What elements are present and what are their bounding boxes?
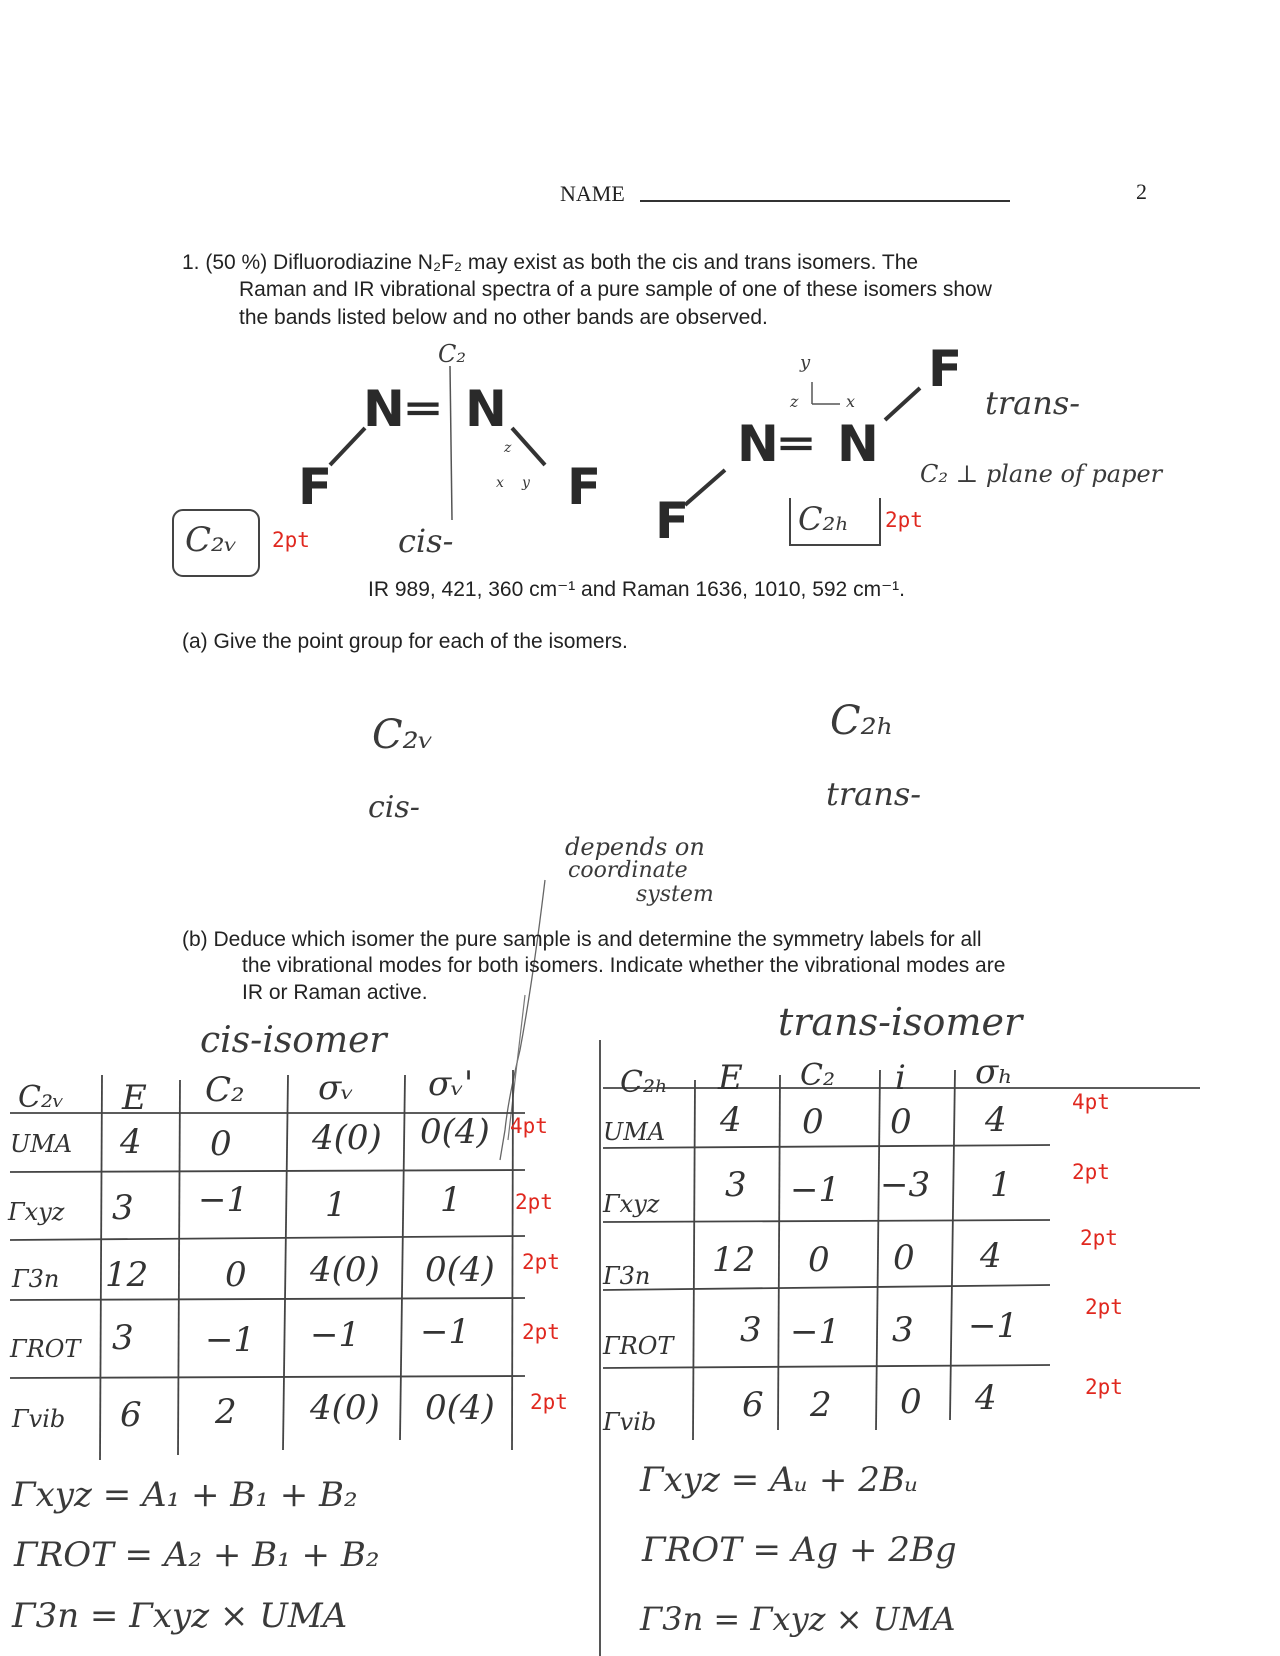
trans-cell: 0	[890, 1102, 912, 1142]
cis-cell: 1	[325, 1185, 347, 1225]
part-b-prompt-3: IR or Raman active.	[242, 981, 428, 1004]
trans-eq-gamma-3n: Γ3n = Γxyz × UMA	[640, 1600, 956, 1638]
trans-isomer-title: trans-isomer	[778, 1000, 1023, 1044]
cis-bond: ═	[408, 380, 439, 438]
cis-bond-right	[512, 428, 545, 465]
depends-note-3: system	[636, 882, 714, 907]
cis-axes-z: z	[504, 440, 512, 456]
cis-eq-gamma-rot: ΓROT = A₂ + B₁ + B₂	[14, 1535, 380, 1575]
cis-cell: 0(4)	[420, 1112, 490, 1152]
cis-cell: 4(0)	[310, 1250, 380, 1290]
part-b-prompt-1: (b) Deduce which isomer the pure sample is and determine the symmetry labels for all	[182, 928, 982, 951]
cis-pg-points: 2pt	[272, 528, 310, 552]
trans-cell: −3	[880, 1165, 931, 1205]
cis-c2-axis-label: C₂	[438, 340, 466, 368]
trans-row-points: 2pt	[1072, 1160, 1110, 1184]
question-line-2: Raman and IR vibrational spectra of a pure sample of one of these isomers show	[239, 278, 992, 301]
trans-header-c2: C₂	[800, 1058, 835, 1093]
cis-cell: 4	[120, 1122, 142, 1162]
trans-cell: 4	[985, 1100, 1007, 1140]
cis-cell: 3	[112, 1318, 134, 1358]
trans-header-pg: C₂ₕ	[620, 1065, 668, 1100]
trans-axes-z: z	[790, 392, 799, 411]
question-line-3: the bands listed below and no other bands are observed.	[239, 306, 768, 329]
cis-c2-axis-line	[450, 366, 452, 520]
cis-f1: F	[298, 458, 333, 516]
answer-trans-point-group: C₂ₕ	[830, 698, 894, 744]
trans-cell: 0	[893, 1238, 915, 1278]
cis-cell: 0	[210, 1124, 232, 1164]
trans-cell: 4	[720, 1100, 742, 1140]
trans-row-label: ΓROT	[603, 1332, 674, 1360]
cis-cell: −1	[420, 1312, 471, 1352]
cis-row-label: UMA	[10, 1130, 73, 1158]
answer-cis-point-group: C₂ᵥ	[372, 712, 434, 758]
trans-row-points: 4pt	[1072, 1090, 1110, 1114]
trans-cell: 1	[990, 1165, 1012, 1205]
cis-n1: N	[363, 380, 405, 438]
cis-row-label: Γvib	[12, 1405, 66, 1433]
trans-cell: −1	[968, 1306, 1019, 1346]
trans-header-i: i	[895, 1058, 906, 1098]
trans-f2: F	[928, 340, 963, 398]
cis-cell: 3	[112, 1188, 134, 1228]
trans-cell: −1	[790, 1170, 841, 1210]
cis-bond-left	[330, 428, 365, 465]
cis-axes-y: y	[522, 475, 530, 491]
trans-label-right: trans-	[985, 384, 1081, 422]
trans-cell: 0	[802, 1102, 824, 1142]
trans-row-points: 2pt	[1080, 1226, 1118, 1250]
cis-cell: 1	[440, 1180, 462, 1220]
cis-row-label: ΓROT	[10, 1335, 81, 1363]
spectra-line: IR 989, 421, 360 cm⁻¹ and Raman 1636, 1010, 592 cm⁻¹.	[368, 578, 905, 601]
cis-header-e: E	[122, 1078, 147, 1118]
cis-cell: 4(0)	[312, 1118, 382, 1158]
answer-cis-label: cis-	[368, 790, 420, 825]
depends-note-1: depends on	[565, 833, 705, 861]
cis-row-label: Γxyz	[8, 1198, 65, 1226]
cis-cell: −1	[310, 1315, 361, 1355]
cis-header-sigma-v: σᵥ	[318, 1068, 354, 1108]
trans-cell: 4	[980, 1236, 1002, 1276]
cis-cell: 6	[120, 1395, 142, 1435]
cis-row-label: Γ3n	[12, 1265, 60, 1293]
c2-perpendicular-note: C₂ ⊥ plane of paper	[920, 460, 1163, 488]
trans-row-points: 2pt	[1085, 1295, 1123, 1319]
trans-row-label: UMA	[603, 1118, 666, 1146]
cis-row-points: 2pt	[522, 1250, 560, 1274]
cis-f2: F	[567, 458, 602, 516]
cis-cell: 0(4)	[425, 1388, 495, 1428]
trans-bond-left	[685, 470, 725, 505]
trans-eq-gamma-rot: ΓROT = Ag + 2Bg	[642, 1530, 957, 1570]
trans-row-label: Γvib	[603, 1408, 657, 1436]
trans-point-group-boxed: C₂ₕ	[798, 500, 850, 538]
cis-cell: 0(4)	[425, 1250, 495, 1290]
page-number: 2	[1136, 179, 1147, 204]
trans-header-sigma-h: σₕ	[975, 1052, 1013, 1092]
trans-axes-y: y	[800, 352, 811, 373]
cis-eq-gamma-3n: Γ3n = Γxyz × UMA	[12, 1596, 348, 1636]
cis-cell: 4(0)	[310, 1388, 380, 1428]
trans-row-points: 2pt	[1085, 1375, 1123, 1399]
cis-n2: N	[465, 380, 507, 438]
trans-cell: 2	[810, 1385, 832, 1425]
cis-header-sigma-v-prime: σᵥ'	[428, 1064, 474, 1104]
answer-trans-label: trans-	[826, 775, 922, 813]
trans-cell: −1	[790, 1312, 841, 1352]
cis-header-pg: C₂ᵥ	[18, 1080, 65, 1115]
depends-note-2: coordinate	[568, 858, 688, 883]
trans-n1: N	[737, 415, 779, 473]
trans-cell: 3	[725, 1165, 747, 1205]
part-a-prompt: (a) Give the point group for each of the isomers.	[182, 630, 628, 653]
trans-row-label: Γ3n	[603, 1262, 651, 1290]
trans-axes-x: x	[846, 392, 856, 411]
part-b-prompt-2: the vibrational modes for both isomers. Indicate whether the vibrational modes are	[242, 954, 1006, 977]
cis-label: cis-	[398, 522, 454, 560]
cis-cell: 0	[225, 1255, 247, 1295]
trans-bond-right	[885, 388, 920, 420]
cis-axes-x: x	[496, 475, 504, 491]
cis-eq-gamma-xyz: Γxyz = A₁ + B₁ + B₂	[12, 1475, 358, 1515]
trans-eq-gamma-xyz: Γxyz = Aᵤ + 2Bᵤ	[640, 1460, 919, 1500]
trans-row-label: Γxyz	[603, 1190, 660, 1218]
question-line-1: 1. (50 %) Difluorodiazine N₂F₂ may exist as both the cis and trans isomers. The	[182, 251, 919, 274]
trans-cell: 12	[712, 1240, 756, 1280]
trans-pg-points: 2pt	[885, 508, 923, 532]
trans-cell: 6	[742, 1385, 764, 1425]
trans-cell: 4	[975, 1378, 997, 1418]
cis-isomer-title: cis-isomer	[200, 1020, 387, 1061]
cis-point-group-boxed: C₂ᵥ	[185, 520, 238, 560]
trans-cell: 3	[740, 1310, 762, 1350]
cis-cell: 2	[215, 1392, 237, 1432]
trans-bond: ═	[781, 415, 812, 473]
cis-cell: 12	[105, 1255, 149, 1295]
trans-n2: N	[837, 415, 879, 473]
cis-cell: −1	[198, 1180, 249, 1220]
cis-cell: −1	[205, 1320, 256, 1360]
trans-cell: 0	[808, 1240, 830, 1280]
cis-row-points: 4pt	[510, 1114, 548, 1138]
trans-header-e: E	[718, 1058, 743, 1098]
cis-row-points: 2pt	[515, 1190, 553, 1214]
cis-row-points: 2pt	[522, 1320, 560, 1344]
trans-cell: 3	[892, 1310, 914, 1350]
cis-row-points: 2pt	[530, 1390, 568, 1414]
cis-header-c2: C₂	[205, 1070, 245, 1110]
trans-f1: F	[655, 492, 690, 550]
name-label: NAME	[560, 181, 625, 206]
trans-cell: 0	[900, 1382, 922, 1422]
